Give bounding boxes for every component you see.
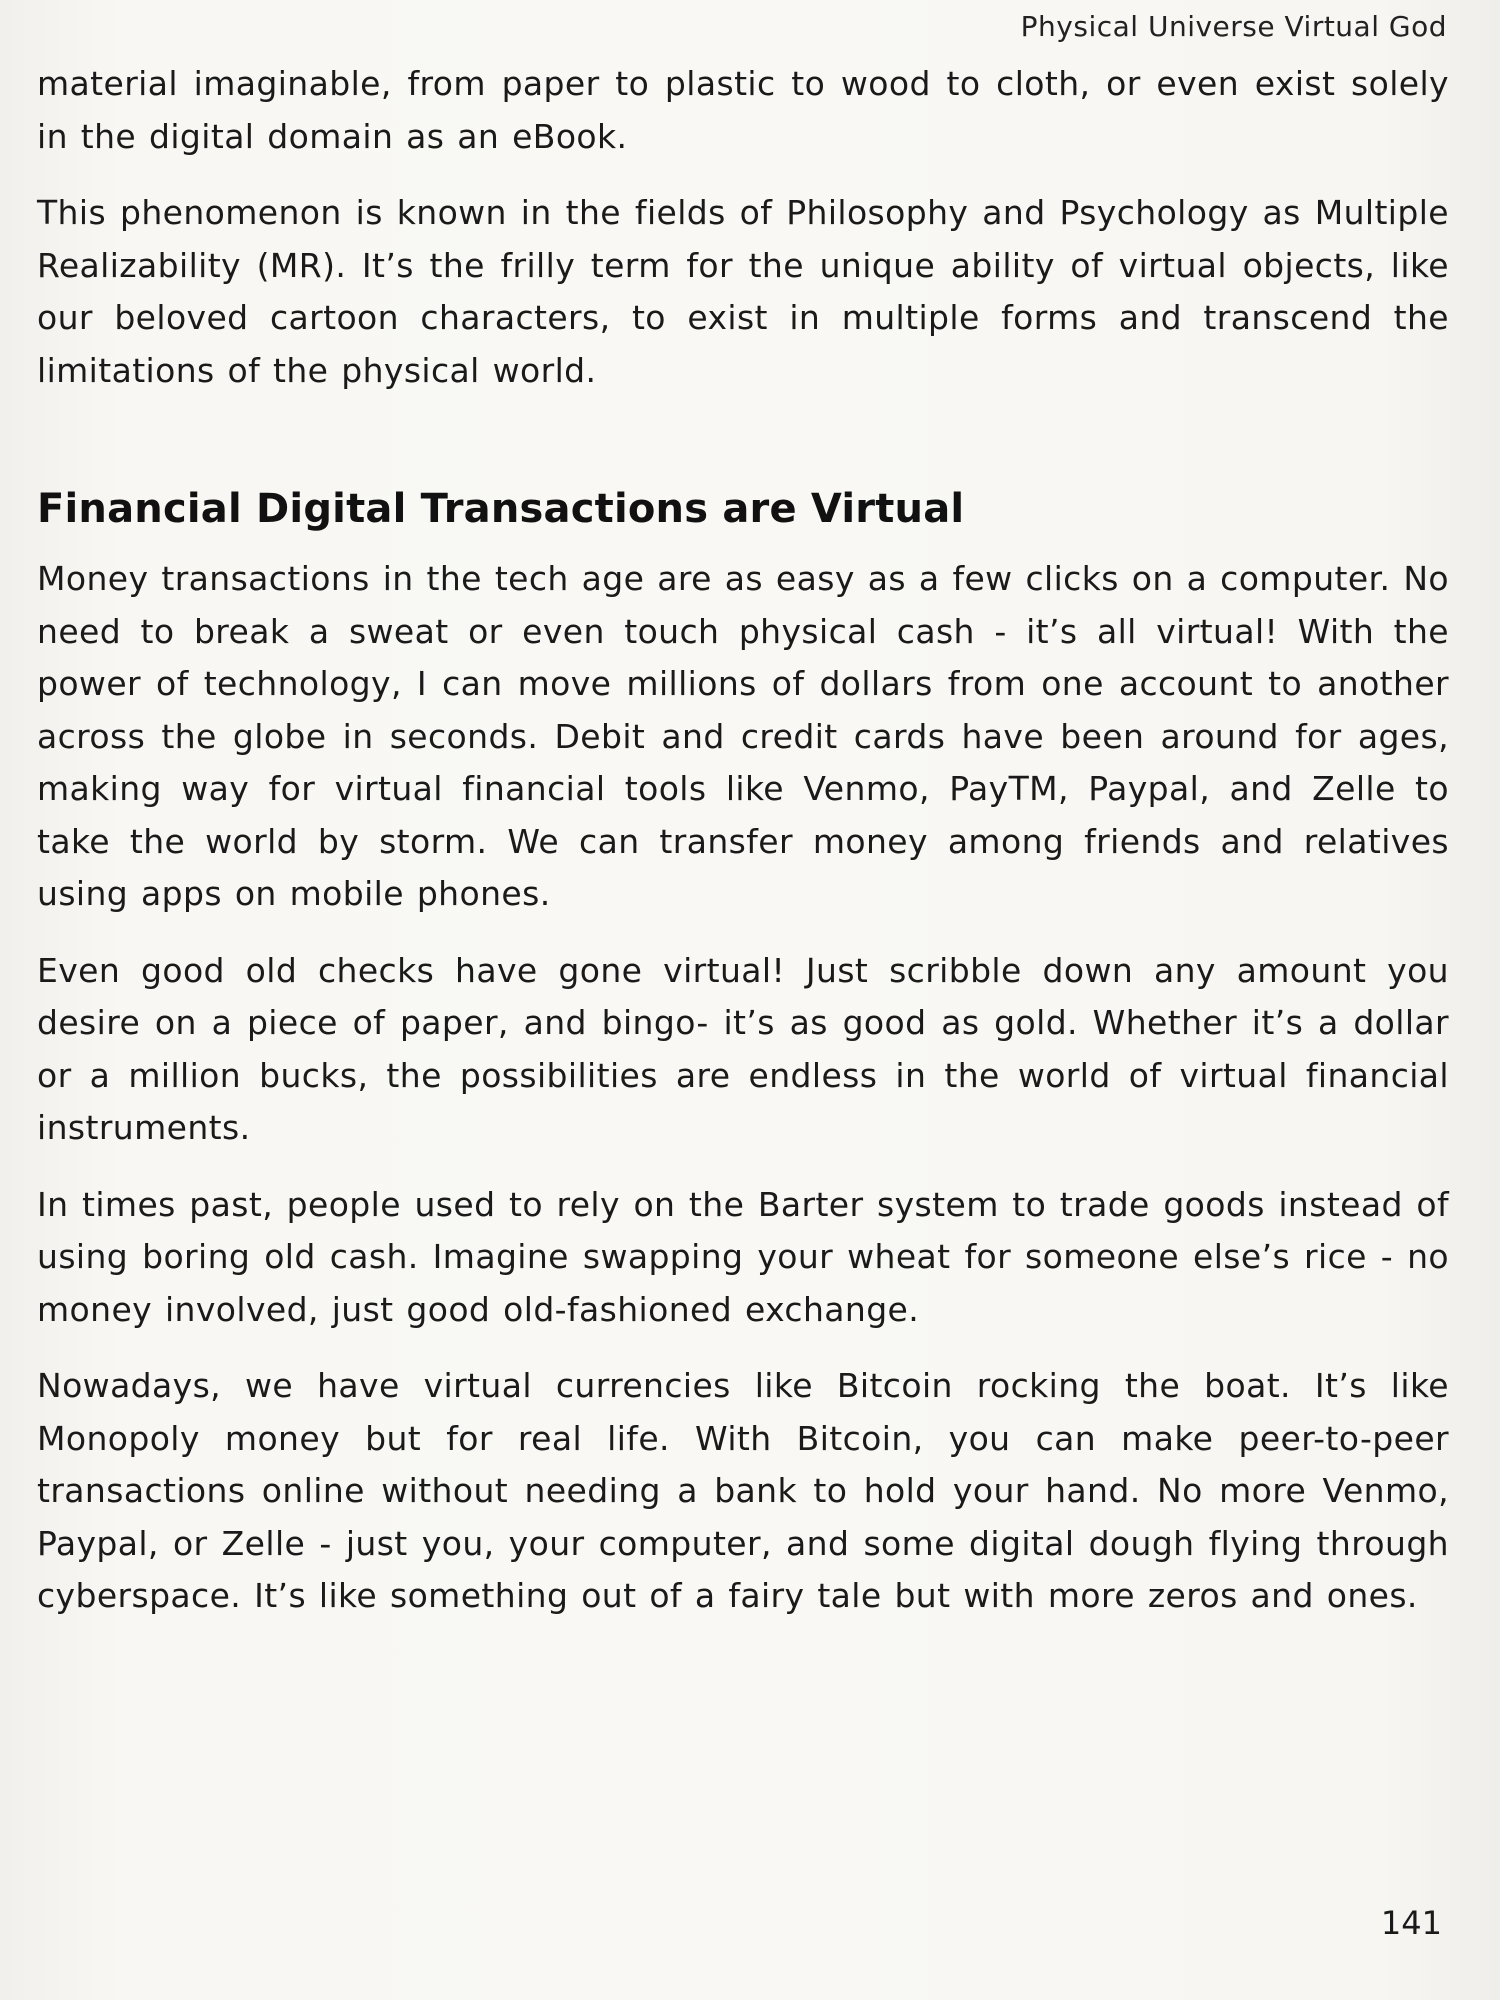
paragraph-barter-system: In times past, people used to rely on the Barter system to trade goods instead of using boring old cash. Imagine swapping your wheat for someone else’s rice - no money involved, just good old-fashioned exchange.: [37, 1184, 1449, 1329]
page-content: [37, 58, 1449, 1647]
section-heading: Financial Digital Transactions are Virtual: [37, 486, 965, 532]
paragraph-multiple-realizability: This phenomenon is known in the fields of Philosophy and Psychology as Multiple Realizability (MR). It’s the frilly term for the unique ability of virtual objects, like our beloved cartoon characters, to exist in multiple forms and transcend the limitations of the physical world.: [37, 193, 1449, 390]
page-number: 141: [1380, 1904, 1442, 1942]
paragraph-continuation: material imaginable, from paper to plastic to wood to cloth, or even exist solely in the digital domain as an eBook.: [37, 64, 1449, 156]
running-header: Physical Universe Virtual God: [1020, 10, 1447, 43]
paragraph-money-transactions: Money transactions in the tech age are as easy as a few clicks on a computer. No need to break a sweat or even touch physical cash - it’s all virtual! With the power of technology, I can move millions of dollars from one account to another across the globe in seconds. Debit and credit cards have been around for ages, making way for virtual financial tools like Venmo, PayTM, Paypal, and Zelle to take the world by storm. We can transfer money among friends and relatives using apps on mobile phones.: [37, 559, 1449, 913]
paragraph-virtual-checks: Even good old checks have gone virtual! Just scribble down any amount you desire on a piece of paper, and bingo- it’s as good as gold. Whether it’s a dollar or a million bucks, the possibilities are endless in the world of virtual financial instruments.: [37, 950, 1449, 1147]
paragraph-bitcoin: Nowadays, we have virtual currencies like Bitcoin rocking the boat. It’s like Monopoly money but for real life. With Bitcoin, you can make peer-to-peer transactions online without needing a bank to hold your hand. No more Venmo, Paypal, or Zelle - just you, your computer, and some digital dough flying through cyberspace. It’s like something out of a fairy tale but with more zeros and ones.: [37, 1366, 1449, 1615]
